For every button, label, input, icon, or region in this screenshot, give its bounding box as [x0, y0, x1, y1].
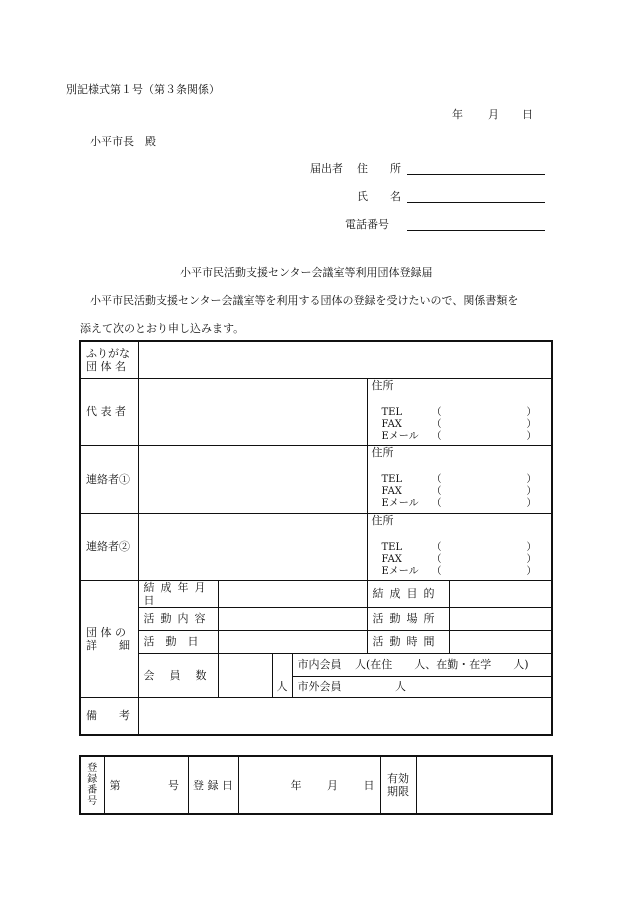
addressee: 小平市長 殿: [90, 135, 156, 148]
reg-date-month: 月: [327, 778, 338, 792]
valid-label: [380, 756, 416, 814]
body-line-1: 小平市民活動支援センター会議室等を利用する団体の登録を受けたいので、関係書類を: [90, 294, 519, 307]
purpose-field[interactable]: [449, 580, 552, 607]
activity-content-label: 活動内容: [138, 607, 218, 630]
details-label: [80, 580, 138, 697]
in-city-cell[interactable]: [292, 653, 552, 676]
remarks-label: 備 考: [80, 697, 138, 735]
out-city-cell[interactable]: [292, 676, 552, 697]
fax-open-paren: （: [431, 485, 442, 497]
activity-days-label: 活 動 日: [138, 630, 218, 653]
group-name-text: 団 体 名: [86, 359, 126, 373]
founded-label: 結成年月日: [138, 580, 218, 607]
reg-no-label-text: 登録番号: [87, 763, 98, 807]
members-field[interactable]: [218, 653, 272, 697]
fax-close-paren: ）: [526, 485, 537, 497]
tel-open-paren: （: [431, 541, 442, 553]
representative-label: 代 表 者: [80, 378, 138, 445]
email-open-paren: （: [431, 565, 442, 577]
contact1-name-field[interactable]: [138, 445, 367, 513]
date-year-label: 年: [452, 108, 463, 121]
members-unit: 人: [272, 653, 292, 697]
applicant-name-field[interactable]: [407, 202, 545, 203]
activity-place-label: 活動場所: [367, 607, 449, 630]
representative-name-field[interactable]: [138, 378, 367, 445]
form-title: 小平市民活動支援センター会議室等利用団体登録届: [180, 266, 433, 279]
members-label: 会 員 数: [138, 653, 218, 697]
office-use-row: [80, 756, 552, 814]
details-row-1: [80, 580, 552, 607]
form-number: 別記様式第１号（第３条関係）: [66, 83, 220, 96]
tel-label: TEL: [381, 541, 403, 553]
activity-days-field[interactable]: [218, 630, 367, 653]
email-open-paren: （: [431, 497, 442, 509]
fax-open-paren: （: [431, 418, 442, 430]
details-row-4: [80, 653, 552, 676]
founded-field[interactable]: [218, 580, 367, 607]
reg-date-label: 登 録 日: [188, 756, 238, 814]
details-label-line2: 詳 細: [86, 638, 130, 652]
fax-close-paren: ）: [526, 418, 537, 430]
tel-close-paren: ）: [526, 473, 537, 485]
fax-label: FAX: [381, 553, 402, 565]
applicant-label: 届出者: [310, 162, 343, 175]
activity-time-field[interactable]: [449, 630, 552, 653]
body-line-2: 添えて次のとおり申し込みます。: [80, 322, 245, 335]
address-label: 住所: [371, 378, 394, 392]
email-label: Eメール: [381, 430, 419, 442]
applicant-phone-field[interactable]: [407, 230, 545, 231]
address-label: 住所: [371, 513, 394, 527]
valid-label-line2: 期限: [387, 785, 409, 798]
out-city-label: 市外会員: [297, 680, 342, 693]
purpose-label: 結成目的: [367, 580, 449, 607]
representative-row: [80, 378, 552, 445]
details-label-line1: 団 体 の: [86, 625, 126, 639]
reg-no-field[interactable]: [104, 756, 188, 814]
contact1-row: [80, 445, 552, 513]
remarks-field[interactable]: [138, 697, 552, 735]
details-row-3: [80, 630, 552, 653]
contact2-contact[interactable]: [367, 513, 552, 580]
date-month-label: 月: [488, 108, 499, 121]
fax-label: FAX: [381, 485, 402, 497]
remarks-row: [80, 697, 552, 735]
furigana-label: ふりがな: [86, 346, 130, 360]
email-close-paren: ）: [526, 430, 537, 442]
applicant-address-field[interactable]: [407, 174, 545, 175]
activity-time-label: 活動時間: [367, 630, 449, 653]
tel-label: TEL: [381, 473, 403, 485]
tel-close-paren: ）: [526, 541, 537, 553]
fax-close-paren: ）: [526, 553, 537, 565]
reg-date-year: 年: [290, 778, 302, 792]
reg-no-label: [80, 756, 104, 814]
representative-contact[interactable]: [367, 378, 552, 445]
activity-content-field[interactable]: [218, 607, 367, 630]
applicant-address-label: 住 所: [357, 162, 401, 175]
email-label: Eメール: [381, 497, 419, 509]
applicant-name-label: 氏 名: [357, 190, 401, 203]
tel-open-paren: （: [431, 406, 442, 418]
email-label: Eメール: [381, 565, 419, 577]
email-close-paren: ）: [526, 497, 537, 509]
reg-no-go: 号: [168, 778, 179, 792]
contact2-name-field[interactable]: [138, 513, 367, 580]
group-name-field[interactable]: [138, 341, 552, 378]
tel-open-paren: （: [431, 473, 442, 485]
in-city-label: 市内会員: [297, 658, 342, 671]
contact2-row: [80, 513, 552, 580]
valid-label-line1: 有効: [387, 772, 409, 785]
tel-label: TEL: [381, 406, 403, 418]
office-use-table: [79, 755, 553, 815]
valid-field[interactable]: [416, 756, 552, 814]
contact1-contact[interactable]: [367, 445, 552, 513]
fax-open-paren: （: [431, 553, 442, 565]
details-row-2: [80, 607, 552, 630]
reg-no-dai: 第: [109, 778, 121, 792]
registration-table: [79, 340, 553, 736]
email-close-paren: ）: [526, 565, 537, 577]
reg-date-day: 日: [363, 778, 375, 792]
fax-label: FAX: [381, 418, 402, 430]
contact2-label: 連絡者②: [80, 513, 138, 580]
contact1-label: 連絡者①: [80, 445, 138, 513]
reg-date-field[interactable]: [238, 756, 380, 814]
group-name-row: [80, 341, 552, 378]
in-city-detail: 人(在住 人、在勤・在学 人): [355, 658, 529, 671]
out-city-unit: 人: [395, 680, 406, 693]
activity-place-field[interactable]: [449, 607, 552, 630]
applicant-phone-label: 電話番号: [345, 218, 389, 231]
group-name-label: [80, 341, 138, 378]
email-open-paren: （: [431, 430, 442, 442]
address-label: 住所: [371, 445, 394, 459]
date-day-label: 日: [522, 108, 533, 121]
tel-close-paren: ）: [526, 406, 537, 418]
